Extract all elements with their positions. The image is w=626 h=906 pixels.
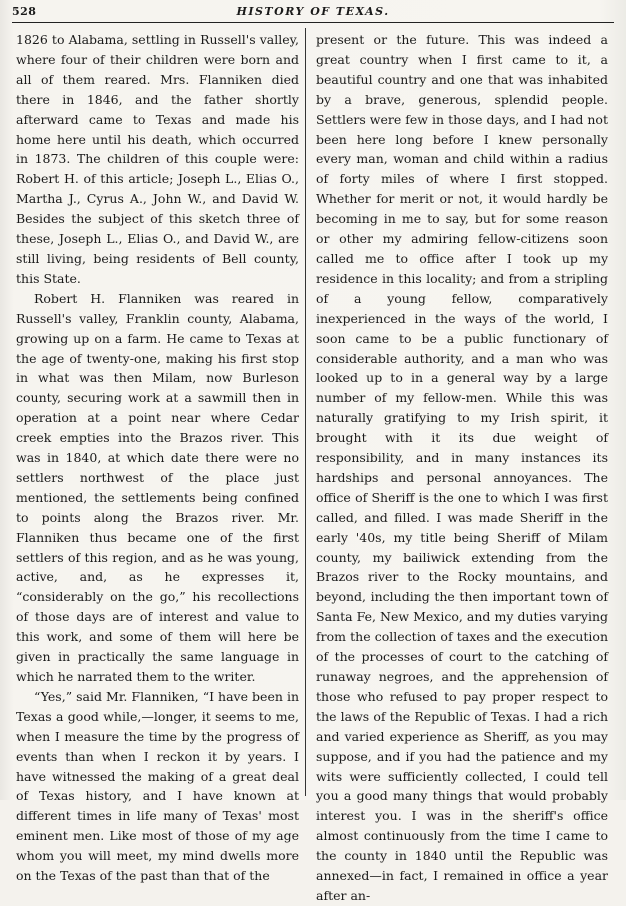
header-rule	[12, 22, 614, 23]
column-divider	[305, 28, 306, 796]
paragraph: “Yes,” said Mr. Flanniken, “I have been in Texas a good while,—longer, it seems to me, when I measure the time by the progress of events than when I reckon it by years. I have witnessed the making of a great deal of Texas history, and I have known at different times in life many of Texas' most eminent men. Like most of those of my age whom you will meet, my mind dwells more on the Texas of the past than that of the	[16, 688, 299, 884]
left-column	[16, 30, 299, 884]
paragraph: 1826 to Alabama, settling in Russell's valley, where four of their children were born and all of them reared. Mrs. Flanniken died there in 1846, and the father shortly afterward came to Texas and made his home here until his death, which occurred in 1873. The children of this couple were: Robert H. of this article; Joseph L., Elias O., Martha J., Cyrus A., John W., and David W. Besides the subject of this sketch three of these, Joseph L., Elias O., and David W., are still living, being residents of Bell county, this State.	[16, 32, 299, 286]
page-header	[0, 0, 626, 22]
paragraph: Robert H. Flanniken was reared in Russell's valley, Franklin county, Alabama, growing up on a farm. He came to Texas at the age of twenty-one, making his first stop in what was then Milam, now Burleson county, securing work at a sawmill then in operation at a point near where Cedar creek empties into the Brazos river. This was in 1840, at which date there were no settlers northwest of the place just mentioned, the settlements being confined to points along the Brazos river. Mr. Flanniken thus became one of the first settlers of this region, and as he was young, active, and, as he expresses it, “considerably on the go,” his recollections of those days are of interest and value to this work, and some of them will here be given in practically the same language in which he narrated them to the writer.	[16, 290, 299, 684]
paragraph: present or the future. This was indeed a great country when I first came to it, a beautiful country and one that was inhabited by a brave, generous, splendid people. Settlers were few in those days, and I had not been here long before I knew personally every man, woman and child within a radius of forty miles of where I first stopped. Whether for merit or not, it would hardly be becoming in me to say, but for some reason or other my admiring fellow-citizens soon called me to office after I took up my residence in this locality; and from a stripling of a young fellow, comparatively inexperienced in the ways of the world, I soon came to be a public functionary of considerable authority, and a man who was looked up to in a general way by a large number of my fellow-men. While this was naturally gratifying to my Irish spirit, it brought with it its due weight of responsibility, and in many instances its hardships and personal annoyances. The office of Sheriff is the one to which I was first called, and filled. I was made Sheriff in the early '40s, my title being Sheriff of Milam county, my bailiwick extending from the Brazos river to the Rocky mountains, and beyond, including the then important town of Santa Fe, New Mexico, and my duties varying from the collection of taxes and the execution of the processes of court to the catching of runaway negroes, and the apprehension of those who refused to pay proper respect to the laws of the Republic of Texas. I had a rich and varied experience as Sheriff, as you may suppose, and if you had the patience and my wits were sufficiently collected, I could tell you a good many things that would probably interest you. I was in the sheriff's office almost continuously from the time I came to the county in 1840 until the Republic was annexed—in fact, I remained in office a year after an-	[316, 32, 608, 903]
right-column	[316, 30, 608, 903]
running-head: HISTORY OF TEXAS.	[236, 5, 390, 18]
page-number: 528	[12, 5, 37, 18]
